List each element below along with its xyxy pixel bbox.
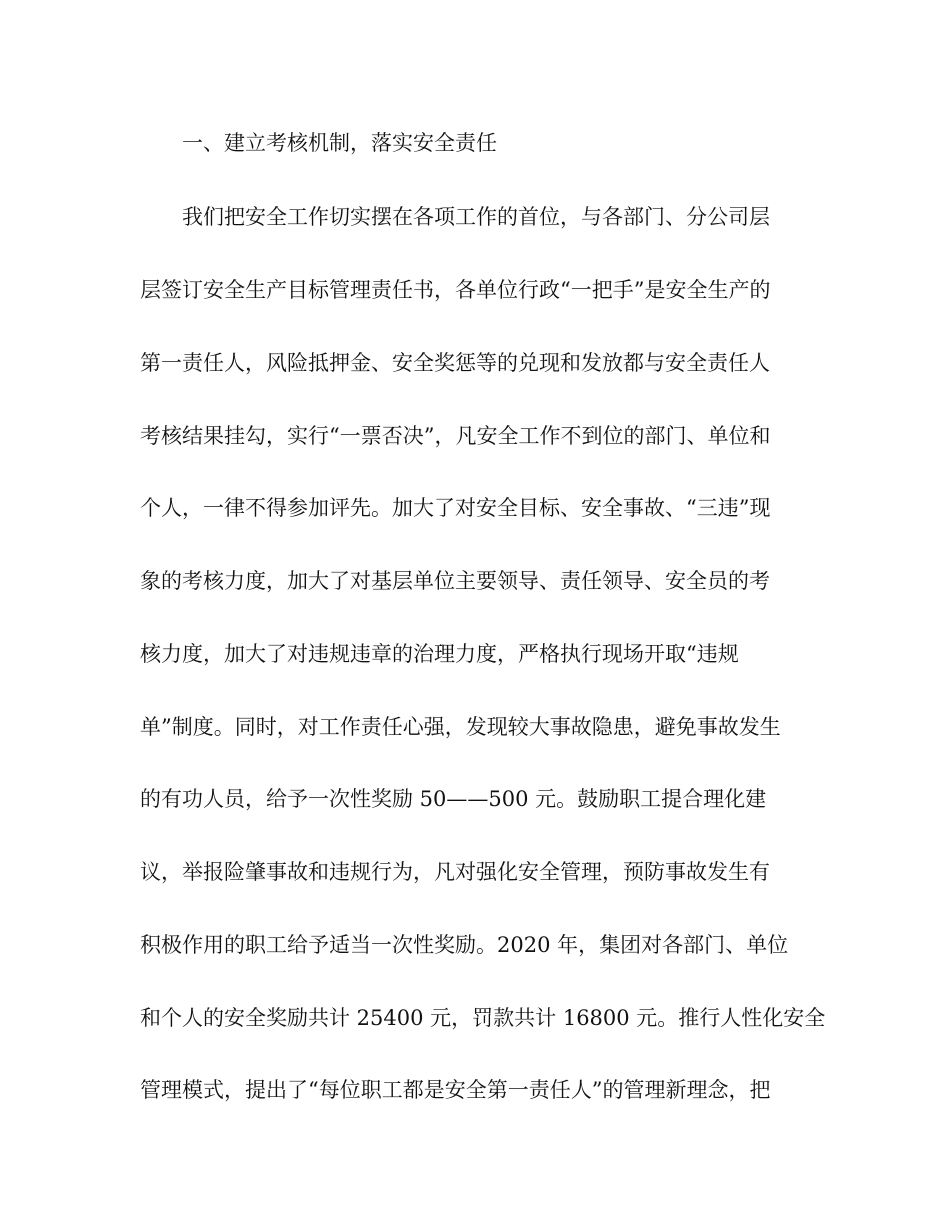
paragraph-line: 个人，一律不得参加评先。加大了对安全目标、安全事故、“三违”现 (140, 496, 771, 520)
paragraph-line: 核力度，加大了对违规违章的治理力度，严格执行现场开取“违规 (140, 642, 739, 666)
paragraph-line: 单”制度。同时，对工作责任心强，发现较大事故隐患，避免事故发生 (140, 715, 781, 739)
paragraph-line: 和个人的安全奖励共计 25400 元，罚款共计 16800 元。推行人性化安全 (140, 1006, 826, 1030)
paragraph-line: 象的考核力度，加大了对基层单位主要领导、责任领导、安全员的考 (140, 569, 770, 593)
paragraph-line: 议，举报险肇事故和违规行为，凡对强化安全管理，预防事故发生有 (140, 860, 770, 884)
paragraph-line: 积极作用的职工给予适当一次性奖励。2020 年，集团对各部门、单位 (140, 933, 789, 957)
paragraph-line: 考核结果挂勾，实行“一票否决”，凡安全工作不到位的部门、单位和 (140, 424, 771, 448)
paragraph-line: 层签订安全生产目标管理责任书，各单位行政“一把手”是安全生产的 (140, 278, 771, 302)
paragraph-line: 的有功人员，给予一次性奖励 50——500 元。鼓励职工提合理化建 (140, 787, 767, 811)
paragraph-line: 管理模式，提出了“每位职工都是安全第一责任人”的管理新理念，把 (140, 1078, 771, 1102)
paragraph-line: 第一责任人，风险抵押金、安全奖惩等的兑现和发放都与安全责任人 (140, 351, 770, 375)
section-heading: 一、建立考核机制，落实安全责任 (182, 131, 497, 155)
paragraph-line: 我们把安全工作切实摆在各项工作的首位，与各部门、分公司层 (182, 205, 770, 229)
